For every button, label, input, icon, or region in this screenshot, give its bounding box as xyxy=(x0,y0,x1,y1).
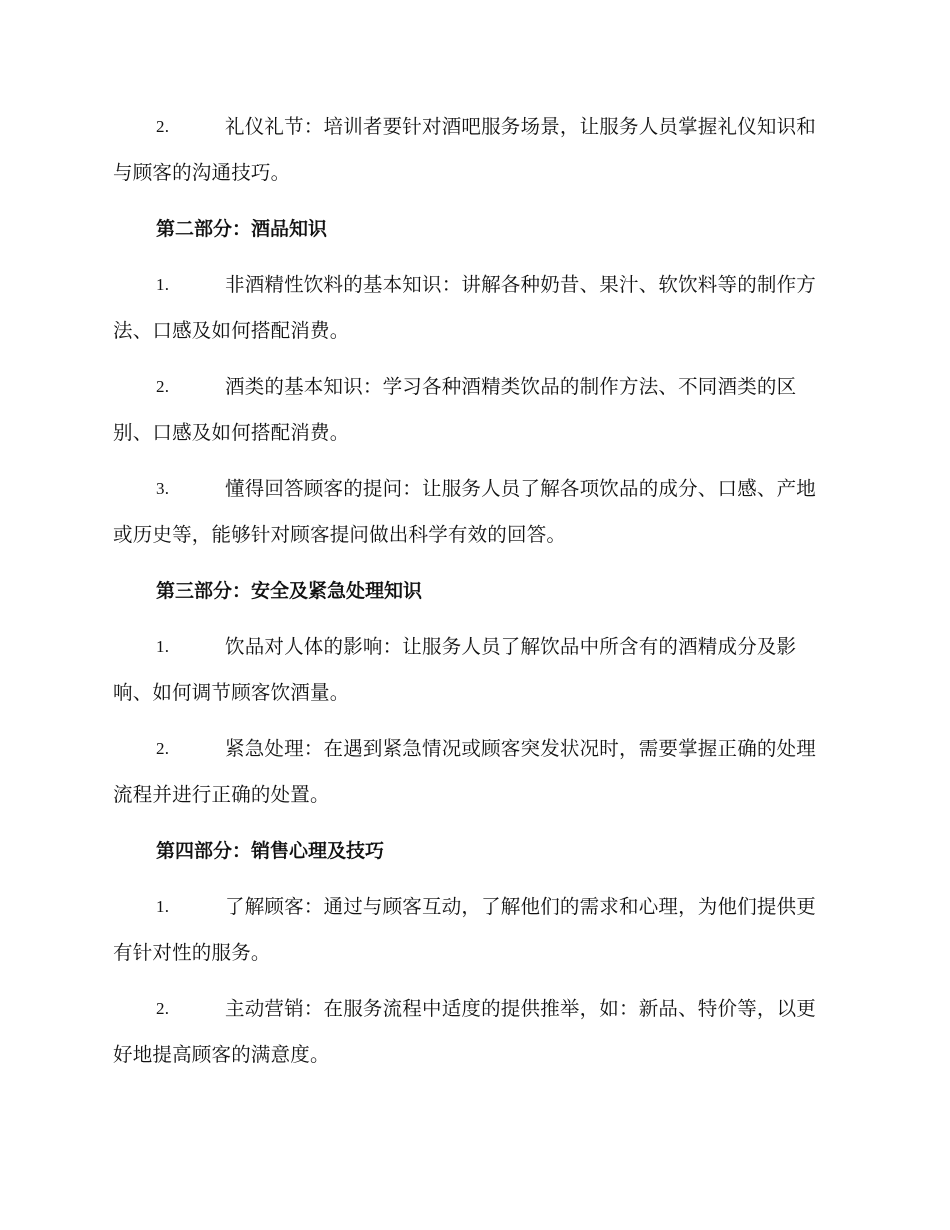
list-item xyxy=(113,884,833,976)
list-item-number: 1. xyxy=(156,897,170,916)
list-item-number: 2. xyxy=(156,117,170,136)
section-heading: 第四部分：销售心理及技巧 xyxy=(156,840,385,862)
list-item-text: 了解顾客：通过与顾客互动，了解他们的需求和心理，为他们提供更有针对性的服务。 xyxy=(113,895,817,964)
list-item-text: 主动营销：在服务流程中适度的提供推举，如：新品、特价等，以更好地提高顾客的满意度。 xyxy=(113,997,817,1066)
list-item xyxy=(113,986,833,1078)
list-item-number: 3. xyxy=(156,479,170,498)
list-item-number: 2. xyxy=(156,739,170,758)
section-heading: 第二部分：酒品知识 xyxy=(156,218,328,240)
list-item-number: 2. xyxy=(156,377,170,396)
list-item xyxy=(113,104,833,196)
list-item xyxy=(113,262,833,354)
list-item xyxy=(113,624,833,716)
list-item xyxy=(113,364,833,456)
list-item-number: 1. xyxy=(156,637,170,656)
list-item-text: 饮品对人体的影响：让服务人员了解饮品中所含有的酒精成分及影响、如何调节顾客饮酒量。 xyxy=(113,635,797,704)
document-body xyxy=(113,104,833,1088)
list-item-number: 1. xyxy=(156,275,170,294)
list-item-text: 非酒精性饮料的基本知识：讲解各种奶昔、果汁、软饮料等的制作方法、口感及如何搭配消费。 xyxy=(113,273,817,342)
list-item-text: 礼仪礼节：培训者要针对酒吧服务场景，让服务人员掌握礼仪知识和与顾客的沟通技巧。 xyxy=(113,115,817,184)
list-item xyxy=(113,466,833,558)
list-item-number: 2. xyxy=(156,999,170,1018)
list-item-text: 紧急处理：在遇到紧急情况或顾客突发状况时，需要掌握正确的处理流程并进行正确的处置。 xyxy=(113,737,817,806)
section-heading: 第三部分：安全及紧急处理知识 xyxy=(156,580,423,602)
list-item-text: 懂得回答顾客的提问：让服务人员了解各项饮品的成分、口感、产地或历史等，能够针对顾客提问做出科学有效的回答。 xyxy=(113,477,817,546)
list-item-text: 酒类的基本知识：学习各种酒精类饮品的制作方法、不同酒类的区别、口感及如何搭配消费。 xyxy=(113,375,797,444)
list-item xyxy=(113,726,833,818)
